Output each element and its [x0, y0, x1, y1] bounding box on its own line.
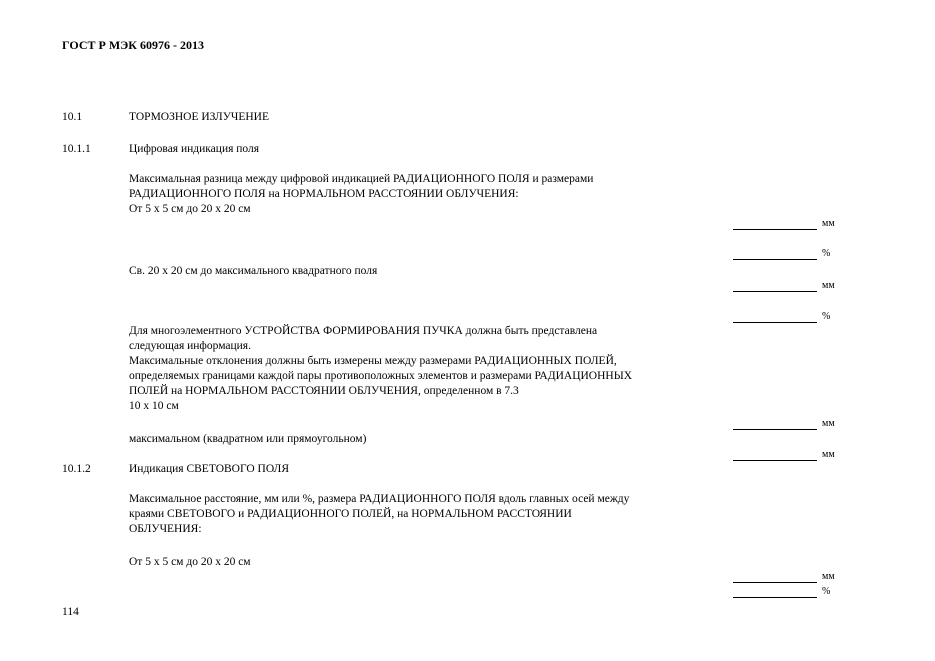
paragraph-line: Максимальные отклонения должны быть измерены между размерами РАДИАЦИОННЫХ ПОЛЕЙ, [129, 355, 617, 367]
answer-blank-line[interactable] [733, 587, 817, 598]
section-number-10-1-2: 10.1.2 [62, 463, 91, 475]
paragraph-line: следующая информация. [129, 340, 251, 352]
answer-blank-line[interactable] [733, 312, 817, 323]
section-title-10-1-1: Цифровая индикация поля [129, 143, 260, 155]
answer-blank-line[interactable] [733, 572, 817, 583]
paragraph-line: Максимальная разница между цифровой индикацией РАДИАЦИОННОГО ПОЛЯ и размерами [129, 173, 594, 185]
answer-blank-line[interactable] [733, 450, 817, 461]
answer-field-mm[interactable] [733, 571, 835, 583]
paragraph-line: РАДИАЦИОННОГО ПОЛЯ на НОРМАЛЬНОМ РАССТОЯНИИ ОБЛУЧЕНИЯ: [129, 188, 519, 200]
mlc-paragraph [129, 324, 729, 414]
unit-label: мм [822, 449, 835, 460]
answer-field-mm[interactable] [733, 218, 835, 230]
section-title-10-1-2: Индикация СВЕТОВОГО ПОЛЯ [129, 463, 290, 475]
answer-field-percent[interactable] [733, 586, 830, 598]
section-number-10-1: 10.1 [62, 111, 83, 123]
unit-label: % [822, 586, 831, 597]
answer-blank-line[interactable] [733, 419, 817, 430]
range-above-20-label: Св. 20 х 20 см до максимального квадратного поля [129, 265, 378, 277]
paragraph-line: Максимальное расстояние, мм или %, размера РАДИАЦИОННОГО ПОЛЯ вдоль главных осей между [129, 493, 630, 505]
answer-field-mm[interactable] [733, 280, 835, 292]
digital-indication-paragraph [129, 172, 729, 217]
max-field-label: максимальном (квадратном или прямоугольном) [129, 433, 367, 445]
section-title-10-1: ТОРМОЗНОЕ ИЗЛУЧЕНИЕ [129, 111, 270, 123]
document-header: ГОСТ Р МЭК 60976 - 2013 [62, 38, 204, 52]
paragraph-line: От 5 х 5 см до 20 х 20 см [129, 203, 251, 215]
unit-label: мм [822, 280, 835, 291]
answer-field-percent[interactable] [733, 248, 830, 260]
answer-field-mm[interactable] [733, 449, 835, 461]
answer-field-mm[interactable] [733, 418, 835, 430]
unit-label: % [822, 248, 831, 259]
unit-label: мм [822, 218, 835, 229]
light-field-range-label: От 5 х 5 см до 20 х 20 см [129, 556, 251, 568]
unit-label: % [822, 311, 831, 322]
paragraph-line: краями СВЕТОВОГО и РАДИАЦИОННОГО ПОЛЕЙ, на НОРМАЛЬНОМ РАССТОЯНИИ [129, 508, 572, 520]
answer-blank-line[interactable] [733, 281, 817, 292]
answer-field-percent[interactable] [733, 311, 830, 323]
paragraph-line: Для многоэлементного УСТРОЙСТВА ФОРМИРОВАНИЯ ПУЧКА должна быть представлена [129, 325, 598, 337]
answer-blank-line[interactable] [733, 249, 817, 260]
page-number: 114 [62, 606, 79, 618]
unit-label: мм [822, 571, 835, 582]
paragraph-line: ПОЛЕЙ на НОРМАЛЬНОМ РАССТОЯНИИ ОБЛУЧЕНИЯ, определенном в 7.3 [129, 385, 519, 397]
paragraph-line: 10 х 10 см [129, 400, 179, 412]
section-number-10-1-1: 10.1.1 [62, 143, 91, 155]
paragraph-line: определяемых границами каждой пары противоположных элементов и размерами РАДИАЦИОННЫХ [129, 370, 633, 382]
paragraph-line: ОБЛУЧЕНИЯ: [129, 523, 202, 535]
unit-label: мм [822, 418, 835, 429]
answer-blank-line[interactable] [733, 219, 817, 230]
light-field-paragraph [129, 492, 729, 537]
